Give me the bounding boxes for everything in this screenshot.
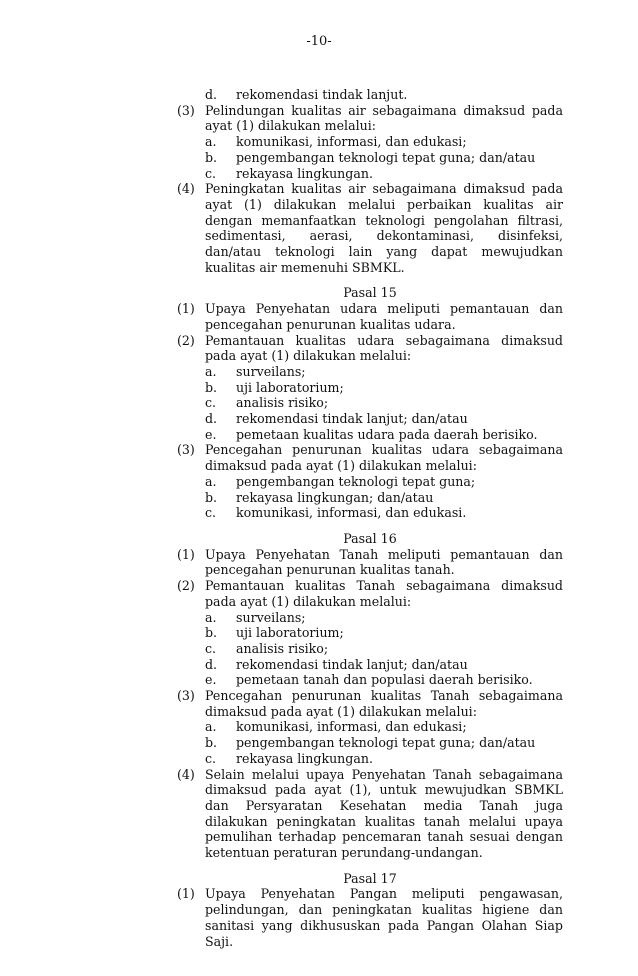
item-letter: d.: [205, 87, 218, 102]
paragraph-number: (3): [177, 688, 195, 704]
list-item: [177, 610, 563, 626]
list-item: [177, 474, 563, 490]
item-text: pengembangan teknologi tepat guna;: [236, 473, 476, 489]
item-letter: b.: [205, 735, 218, 751]
paragraph-text: Upaya Penyehatan Pangan meliputi pengawasan, pelindungan, dan peningkatan kualitas higiene dan sanitasi yang dikhususkan pada Pangan Olahan Siap Saji.: [205, 886, 563, 949]
list-item: [177, 134, 563, 150]
list-item: [177, 364, 563, 380]
item-text: rekomendasi tindak lanjut; dan/atau: [236, 656, 468, 672]
item-letter: a.: [205, 473, 217, 489]
item-letter: c.: [205, 640, 217, 656]
paragraph-number: (1): [177, 301, 195, 317]
list-item: [177, 87, 563, 103]
list-item: [177, 672, 563, 688]
list-item: [177, 735, 563, 751]
item-letter: b.: [205, 379, 218, 395]
item-letter: a.: [205, 609, 217, 625]
item-text: pemetaan tanah dan populasi daerah berisiko.: [236, 672, 533, 688]
item-letter: a.: [205, 719, 217, 735]
paragraph-text: Pelindungan kualitas air sebagaimana dimaksud pada ayat (1) dilakukan melalui:: [205, 102, 563, 134]
article-heading: Pasal 17: [343, 870, 397, 886]
list-item: [177, 166, 563, 182]
list-item: [177, 395, 563, 411]
paragraph-number: (1): [177, 546, 195, 562]
paragraph-text: Selain melalui upaya Penyehatan Tanah sebagaimana dimaksud pada ayat (1), untuk mewujudkan SBMKL dan Persyaratan Kesehatan media Tanah juga dilakukan peningkatan kualitas tanah melalui upaya pemulihan terhadap pencemaran tanah sesuai dengan ketentuan peraturan perundang-undangan.: [205, 766, 563, 861]
paragraph: [177, 181, 563, 275]
paragraph: [177, 767, 563, 861]
article-heading: Pasal 16: [343, 530, 397, 546]
paragraph-number: (3): [177, 442, 195, 458]
paragraph-number: (2): [177, 332, 195, 348]
item-letter: e.: [205, 426, 217, 442]
document-body: [177, 87, 563, 949]
list-item: [177, 411, 563, 427]
item-text: rekayasa lingkungan; dan/atau: [236, 489, 434, 505]
paragraph: [177, 886, 563, 949]
item-text: uji laboratorium;: [236, 379, 344, 395]
paragraph-number: (1): [177, 886, 195, 902]
list-item: [177, 625, 563, 641]
article-heading: Pasal 15: [343, 285, 397, 301]
list-item: [177, 751, 563, 767]
paragraph-text: Peningkatan kualitas air sebagaimana dimaksud pada ayat (1) dilakukan melalui perbaikan kualitas air dengan memanfaatkan teknologi pengolahan filtrasi, sedimentasi, aerasi, dekontaminasi, disinfeksi, dan/atau teknologi lain yang dapat mewujudkan kualitas air memenuhi SBMKL.: [205, 181, 563, 275]
item-text: pengembangan teknologi tepat guna; dan/atau: [236, 735, 536, 751]
paragraph-text: Pemantauan kualitas udara sebagaimana dimaksud pada ayat (1) dilakukan melalui:: [205, 332, 563, 364]
item-text: rekomendasi tindak lanjut; dan/atau: [236, 411, 468, 427]
paragraph-number: (3): [177, 102, 195, 118]
item-letter: b.: [205, 625, 218, 641]
item-letter: c.: [205, 165, 217, 181]
item-text: komunikasi, informasi, dan edukasi;: [236, 134, 467, 150]
item-letter: b.: [205, 149, 218, 165]
item-letter: c.: [205, 750, 217, 766]
item-letter: c.: [205, 395, 217, 411]
list-item: [177, 657, 563, 673]
list-item: [177, 505, 563, 521]
paragraph: [177, 442, 563, 473]
paragraph-number: (4): [177, 181, 195, 197]
item-text: rekayasa lingkungan.: [236, 750, 373, 766]
paragraph-text: Pencegahan penurunan kualitas udara sebagaimana dimaksud pada ayat (1) dilakukan melalui:: [205, 442, 563, 474]
paragraph-text: Upaya Penyehatan Tanah meliputi pemantauan dan pencegahan penurunan kualitas tanah.: [205, 546, 563, 578]
paragraph-number: (2): [177, 578, 195, 594]
list-item: [177, 427, 563, 443]
paragraph: [177, 547, 563, 578]
list-item: [177, 150, 563, 166]
item-text: rekayasa lingkungan.: [236, 165, 373, 181]
item-letter: c.: [205, 505, 217, 521]
item-text: surveilans;: [236, 609, 306, 625]
paragraph: [177, 688, 563, 719]
paragraph-text: Upaya Penyehatan udara meliputi pemantauan dan pencegahan penurunan kualitas udara.: [205, 301, 563, 332]
paragraph-text: Pemantauan kualitas Tanah sebagaimana dimaksud pada ayat (1) dilakukan melalui:: [205, 578, 563, 609]
paragraph: [177, 301, 563, 332]
item-text: analisis risiko;: [236, 640, 329, 656]
item-letter: a.: [205, 134, 217, 150]
item-text: uji laboratorium;: [236, 625, 344, 641]
list-item: [177, 641, 563, 657]
list-item: [177, 490, 563, 506]
item-letter: d.: [205, 411, 218, 427]
paragraph: [177, 103, 563, 134]
paragraph-number: (4): [177, 766, 195, 782]
item-text: analisis risiko;: [236, 395, 329, 411]
item-letter: b.: [205, 489, 218, 505]
paragraph: [177, 333, 563, 364]
paragraph-text: Pencegahan penurunan kualitas Tanah sebagaimana dimaksud pada ayat (1) dilakukan melalui:: [205, 688, 563, 719]
item-letter: e.: [205, 672, 217, 688]
item-letter: d.: [205, 656, 218, 672]
list-item: [177, 719, 563, 735]
item-letter: a.: [205, 363, 217, 379]
item-text: surveilans;: [236, 363, 306, 379]
item-text: pengembangan teknologi tepat guna; dan/atau: [236, 149, 536, 165]
item-text: komunikasi, informasi, dan edukasi;: [236, 719, 467, 735]
item-text: rekomendasi tindak lanjut.: [236, 87, 408, 102]
paragraph: [177, 578, 563, 609]
item-text: komunikasi, informasi, dan edukasi.: [236, 505, 467, 521]
item-text: pemetaan kualitas udara pada daerah berisiko.: [236, 426, 538, 442]
list-item: [177, 380, 563, 396]
page-number: -10-: [306, 34, 332, 49]
